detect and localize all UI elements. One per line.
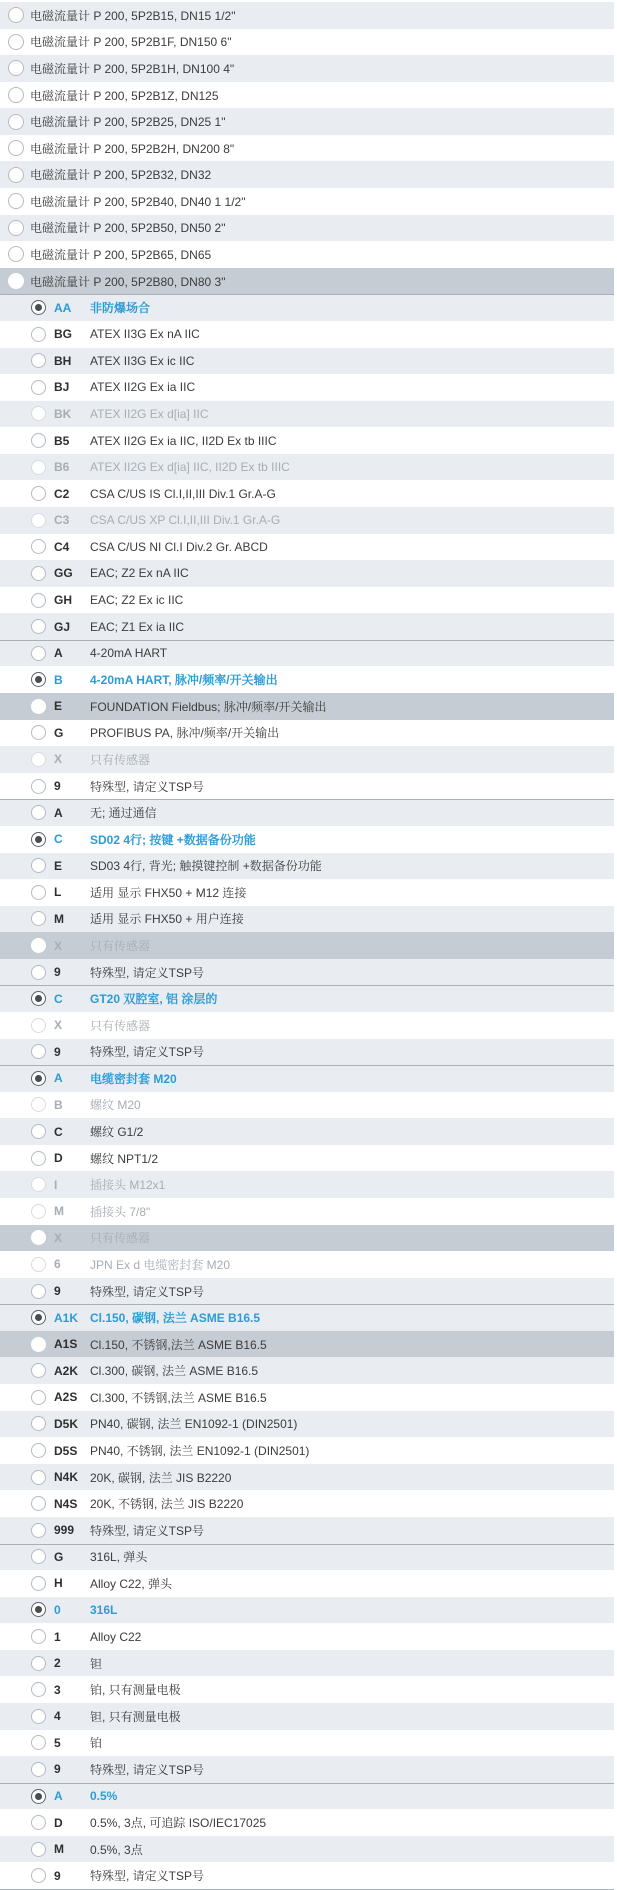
option-row[interactable] — [0, 1118, 614, 1145]
option-code: X — [54, 938, 63, 953]
option-row[interactable] — [0, 959, 614, 986]
option-label: 适用 显示 FHX50 + M12 连接 — [90, 885, 247, 900]
option-code: BH — [54, 353, 72, 368]
option-row[interactable] — [0, 666, 614, 693]
option-label: 20K, 不锈钢, 法兰 JIS B2220 — [90, 1497, 244, 1512]
option-code: B — [54, 672, 63, 687]
option-label: 316L — [90, 1602, 118, 1617]
option-row[interactable] — [0, 826, 614, 853]
option-label: PN40, 不锈钢, 法兰 EN1092-1 (DIN2501) — [90, 1444, 310, 1458]
option-code: G — [54, 1549, 64, 1564]
option-row[interactable] — [0, 853, 614, 880]
option-code: M — [54, 1842, 64, 1857]
option-code: A — [54, 1789, 63, 1804]
option-code: X — [54, 1018, 63, 1033]
option-group — [0, 294, 614, 640]
option-label: 20K, 碳钢, 法兰 JIS B2220 — [90, 1470, 232, 1485]
option-code: BK — [54, 406, 72, 421]
option-code: C — [54, 1124, 63, 1139]
option-row[interactable] — [0, 1092, 614, 1119]
radio-button[interactable] — [31, 965, 46, 980]
product-row[interactable] — [0, 2, 614, 29]
option-label: 4-20mA HART, 脉冲/频率/开关输出 — [90, 673, 278, 688]
radio-button[interactable] — [31, 752, 46, 767]
product-row[interactable] — [0, 55, 614, 82]
radio-button[interactable] — [31, 380, 46, 395]
option-code: N4K — [54, 1470, 79, 1485]
radio-checked[interactable] — [31, 832, 46, 847]
option-label: ATEX II3G Ex ic IIC — [90, 353, 195, 368]
option-code: 9 — [54, 1284, 61, 1299]
option-label: 0.5% — [90, 1789, 118, 1804]
radio-button[interactable] — [31, 433, 46, 448]
option-code: A2K — [54, 1363, 79, 1378]
option-code: E — [54, 858, 63, 873]
option-row[interactable] — [0, 1836, 614, 1863]
option-label: Cl.300, 碳钢, 法兰 ASME B16.5 — [90, 1364, 259, 1379]
radio-checked[interactable] — [31, 1071, 46, 1086]
option-code: AA — [54, 300, 72, 315]
option-label: EAC; Z2 Ex nA IIC — [90, 566, 189, 581]
option-group — [0, 1783, 614, 1889]
radio-button[interactable] — [31, 1097, 46, 1112]
option-row[interactable] — [0, 693, 614, 720]
option-code: A1S — [54, 1337, 78, 1352]
radio-button[interactable] — [31, 566, 46, 581]
radio-button[interactable] — [31, 619, 46, 634]
option-label: 只有传感器 — [90, 1231, 151, 1246]
option-code: 9 — [54, 1868, 61, 1883]
option-code: 9 — [54, 1762, 61, 1777]
option-label: 特殊型, 请定义TSP号 — [90, 1523, 205, 1538]
option-group — [0, 1304, 614, 1543]
option-code: BJ — [54, 380, 70, 395]
radio-button[interactable] — [31, 1204, 46, 1219]
option-row[interactable] — [0, 1251, 614, 1278]
radio-button[interactable] — [31, 1124, 46, 1139]
option-label: 螺纹 NPT1/2 — [90, 1151, 159, 1166]
option-label: 螺纹 M20 — [90, 1098, 141, 1113]
radio-button[interactable] — [31, 699, 46, 714]
option-row[interactable] — [0, 534, 614, 561]
option-label: SD03 4行, 背光; 触摸键控制 +数据备份功能 — [90, 859, 322, 874]
option-code: B — [54, 1097, 63, 1112]
option-label: 铂 — [90, 1736, 103, 1751]
option-label: 螺纹 G1/2 — [90, 1125, 144, 1140]
option-group — [0, 1544, 614, 1783]
option-row[interactable] — [0, 1039, 614, 1066]
option-code: 1 — [54, 1629, 61, 1644]
radio-checked[interactable] — [31, 1602, 46, 1617]
option-code: B6 — [54, 460, 70, 475]
option-row[interactable] — [0, 294, 614, 321]
radio-button[interactable] — [31, 1257, 46, 1272]
option-row[interactable] — [0, 1357, 614, 1384]
option-row[interactable] — [0, 1437, 614, 1464]
radio-checked[interactable] — [31, 991, 46, 1006]
option-code: E — [54, 699, 63, 714]
option-label: ATEX II3G Ex nA IIC — [90, 327, 200, 342]
radio-button[interactable] — [31, 1682, 46, 1697]
radio-button[interactable] — [31, 1284, 46, 1299]
radio-button[interactable] — [31, 1390, 46, 1405]
option-label: CSA C/US XP Cl.I,II,III Div.1 Gr.A-G — [90, 513, 281, 528]
option-code: 6 — [54, 1257, 61, 1272]
radio-button[interactable] — [8, 7, 24, 23]
radio-checked[interactable] — [31, 300, 46, 315]
radio-button[interactable] — [31, 885, 46, 900]
option-code: 9 — [54, 779, 61, 794]
radio-button[interactable] — [31, 1337, 46, 1352]
option-row[interactable] — [0, 746, 614, 773]
option-label: ATEX II2G Ex d[ia] IIC — [90, 406, 209, 421]
product-row[interactable] — [0, 108, 614, 135]
option-row[interactable] — [0, 613, 614, 640]
radio-button[interactable] — [31, 1576, 46, 1591]
option-code: 0 — [54, 1602, 61, 1617]
option-code: 9 — [54, 965, 61, 980]
option-row[interactable] — [0, 1756, 614, 1783]
option-label: 特殊型, 请定义TSP号 — [90, 965, 205, 980]
option-label: CSA C/US NI Cl.I Div.2 Gr. ABCD — [90, 539, 268, 554]
option-label: 铂, 只有测量电极 — [90, 1683, 181, 1698]
radio-button[interactable] — [31, 1656, 46, 1671]
option-code: B5 — [54, 433, 70, 448]
radio-button[interactable] — [31, 858, 46, 873]
option-row[interactable] — [0, 1278, 614, 1305]
option-code: C4 — [54, 539, 70, 554]
product-label: 电磁流量计 P 200, 5P2B15, DN15 1/2" — [30, 8, 236, 23]
option-row[interactable] — [0, 1544, 614, 1571]
option-row[interactable] — [0, 1065, 614, 1092]
option-row[interactable] — [0, 879, 614, 906]
option-group — [0, 799, 614, 985]
radio-button[interactable] — [8, 87, 24, 103]
product-label: 电磁流量计 P 200, 5P2B1F, DN150 6" — [30, 35, 232, 50]
option-label: 0.5%, 3点, 可追踪 ISO/IEC17025 — [90, 1816, 267, 1831]
product-label: 电磁流量计 P 200, 5P2B1H, DN100 4" — [30, 61, 235, 76]
option-label: PN40, 碳钢, 法兰 EN1092-1 (DIN2501) — [90, 1417, 298, 1432]
option-row[interactable] — [0, 427, 614, 454]
radio-button[interactable] — [31, 1363, 46, 1378]
radio-button[interactable] — [31, 1735, 46, 1750]
option-label: 电缆密封套 M20 — [90, 1071, 177, 1086]
option-row[interactable] — [0, 1783, 614, 1810]
option-row[interactable] — [0, 1570, 614, 1597]
option-code: A — [54, 646, 63, 661]
option-label: PROFIBUS PA, 脉冲/频率/开关输出 — [90, 726, 280, 741]
radio-button[interactable] — [31, 1549, 46, 1564]
option-code: M — [54, 911, 64, 926]
option-code: GH — [54, 593, 72, 607]
radio-button[interactable] — [8, 114, 24, 130]
option-label: 钽 — [90, 1656, 103, 1671]
option-row[interactable] — [0, 640, 614, 667]
option-label: EAC; Z2 Ex ic IIC — [90, 593, 184, 607]
radio-button[interactable] — [31, 486, 46, 501]
radio-button[interactable] — [31, 911, 46, 926]
option-label: 适用 显示 FHX50 + 用户连接 — [90, 912, 244, 927]
option-row[interactable] — [0, 720, 614, 747]
option-label: 特殊型, 请定义TSP号 — [90, 779, 205, 794]
option-row[interactable] — [0, 480, 614, 507]
option-label: EAC; Z1 Ex ia IIC — [90, 619, 185, 634]
option-group — [0, 640, 614, 799]
option-row[interactable] — [0, 773, 614, 800]
option-code: M — [54, 1204, 64, 1219]
option-label: 特殊型, 请定义TSP号 — [90, 1869, 205, 1884]
option-label: 0.5%, 3点 — [90, 1842, 143, 1857]
radio-button[interactable] — [31, 1416, 46, 1431]
product-label: 电磁流量计 P 200, 5P2B25, DN25 1" — [30, 115, 226, 130]
option-code: I — [54, 1177, 58, 1192]
option-label: 无; 通过通信 — [90, 806, 157, 821]
option-code: GG — [54, 566, 73, 581]
option-label: 只有传感器 — [90, 939, 151, 954]
option-code: D5K — [54, 1416, 79, 1431]
option-row[interactable] — [0, 1012, 614, 1039]
radio-button[interactable] — [31, 1868, 46, 1883]
radio-button[interactable] — [31, 1044, 46, 1059]
option-row[interactable] — [0, 1862, 614, 1889]
option-row[interactable] — [0, 799, 614, 826]
option-code: BG — [54, 327, 72, 342]
product-label: 电磁流量计 P 200, 5P2B32, DN32 — [30, 168, 212, 183]
option-row[interactable] — [0, 1703, 614, 1730]
option-label: 特殊型, 请定义TSP号 — [90, 1045, 205, 1060]
product-label: 电磁流量计 P 200, 5P2B50, DN50 2" — [30, 221, 226, 236]
option-row[interactable] — [0, 1145, 614, 1172]
option-row[interactable] — [0, 906, 614, 933]
option-row[interactable] — [0, 401, 614, 428]
option-group — [0, 1065, 614, 1304]
radio-button[interactable] — [31, 805, 46, 820]
radio-button[interactable] — [8, 60, 24, 76]
option-label: 只有传感器 — [90, 1018, 151, 1033]
radio-button[interactable] — [8, 220, 24, 236]
product-row[interactable] — [0, 268, 614, 295]
option-row[interactable] — [0, 1676, 614, 1703]
option-code: G — [54, 725, 64, 740]
radio-button[interactable] — [31, 725, 46, 740]
option-label: 特殊型, 请定义TSP号 — [90, 1284, 205, 1299]
option-code: 5 — [54, 1735, 61, 1750]
option-row[interactable] — [0, 1623, 614, 1650]
option-row[interactable] — [0, 985, 614, 1012]
option-code: A2S — [54, 1390, 78, 1405]
option-row[interactable] — [0, 507, 614, 534]
option-label: 钽, 只有测量电极 — [90, 1709, 181, 1724]
radio-checked[interactable] — [31, 1310, 46, 1325]
option-row[interactable] — [0, 1464, 614, 1491]
option-code: C — [54, 991, 63, 1006]
radio-button[interactable] — [31, 593, 46, 608]
option-label: Cl.300, 不锈钢,法兰 ASME B16.5 — [90, 1390, 267, 1405]
product-row[interactable] — [0, 82, 614, 109]
product-row[interactable] — [0, 241, 614, 268]
option-label: CSA C/US IS Cl.I,II,III Div.1 Gr.A-G — [90, 486, 276, 501]
option-code: 4 — [54, 1709, 61, 1724]
radio-button[interactable] — [31, 1018, 46, 1033]
radio-button[interactable] — [31, 938, 46, 953]
option-code: 9 — [54, 1044, 61, 1059]
radio-button[interactable] — [8, 246, 24, 262]
option-label: 4-20mA HART — [90, 646, 168, 661]
option-row[interactable] — [0, 374, 614, 401]
option-row[interactable] — [0, 1490, 614, 1517]
product-row[interactable] — [0, 135, 614, 162]
option-row[interactable] — [0, 1171, 614, 1198]
radio-button[interactable] — [8, 193, 24, 209]
option-row[interactable] — [0, 1809, 614, 1836]
option-row[interactable] — [0, 454, 614, 481]
radio-button[interactable] — [31, 646, 46, 661]
option-row[interactable] — [0, 1517, 614, 1544]
option-code: X — [54, 752, 63, 767]
radio-button[interactable] — [31, 1709, 46, 1724]
option-label: Cl.150, 碳钢, 法兰 ASME B16.5 — [90, 1311, 261, 1326]
option-code: A — [54, 1071, 63, 1086]
option-label: GT20 双腔室, 铝 涂层的 — [90, 992, 218, 1007]
option-row[interactable] — [0, 1650, 614, 1677]
option-row[interactable] — [0, 587, 614, 614]
radio-button[interactable] — [31, 1629, 46, 1644]
radio-button[interactable] — [31, 460, 46, 475]
product-row[interactable] — [0, 161, 614, 188]
option-row[interactable] — [0, 1198, 614, 1225]
radio-button[interactable] — [31, 353, 46, 368]
radio-button[interactable] — [31, 1523, 46, 1538]
option-code: 3 — [54, 1682, 61, 1697]
radio-button[interactable] — [8, 34, 24, 50]
option-row[interactable] — [0, 1331, 614, 1358]
option-label: JPN Ex d 电缆密封套 M20 — [90, 1257, 231, 1272]
product-label: 电磁流量计 P 200, 5P2B1Z, DN125 — [30, 88, 219, 103]
option-code: 2 — [54, 1656, 61, 1671]
radio-button[interactable] — [8, 167, 24, 183]
option-label: 插接头 7/8" — [90, 1204, 151, 1219]
option-label: 316L, 弹头 — [90, 1550, 148, 1565]
radio-button[interactable] — [31, 1177, 46, 1192]
product-label: 电磁流量计 P 200, 5P2B80, DN80 3" — [30, 274, 226, 289]
option-label: 插接头 M12x1 — [90, 1178, 166, 1193]
option-row[interactable] — [0, 1411, 614, 1438]
option-code: N4S — [54, 1496, 78, 1511]
radio-button[interactable] — [31, 779, 46, 794]
option-row[interactable] — [0, 1304, 614, 1331]
option-row[interactable] — [0, 321, 614, 348]
radio-button[interactable] — [31, 1470, 46, 1485]
radio-checked[interactable] — [31, 1789, 46, 1804]
product-label: 电磁流量计 P 200, 5P2B40, DN40 1 1/2" — [30, 194, 246, 209]
option-label: Cl.150, 不锈钢,法兰 ASME B16.5 — [90, 1337, 267, 1352]
option-label: ATEX II2G Ex d[ia] IIC, II2D Ex tb IIIC — [90, 460, 290, 475]
option-row[interactable] — [0, 932, 614, 959]
radio-button[interactable] — [31, 513, 46, 528]
option-label: Alloy C22, 弹头 — [90, 1576, 173, 1591]
product-row[interactable] — [0, 188, 614, 215]
option-code: D — [54, 1815, 63, 1830]
radio-button[interactable] — [8, 140, 24, 156]
option-row[interactable] — [0, 1384, 614, 1411]
option-label: ATEX II2G Ex ia IIC, II2D Ex tb IIIC — [90, 433, 277, 448]
radio-button[interactable] — [31, 1151, 46, 1166]
product-row[interactable] — [0, 215, 614, 242]
option-code: A — [54, 805, 63, 820]
radio-button[interactable] — [31, 1496, 46, 1511]
option-code: C — [54, 832, 63, 847]
radio-button[interactable] — [31, 1815, 46, 1830]
radio-checked[interactable] — [31, 672, 46, 687]
option-label: 只有传感器 — [90, 752, 151, 767]
option-code: D5S — [54, 1443, 78, 1458]
product-label: 电磁流量计 P 200, 5P2B65, DN65 — [30, 247, 212, 262]
option-code: D — [54, 1151, 63, 1166]
product-label: 电磁流量计 P 200, 5P2B2H, DN200 8" — [30, 141, 235, 156]
product-row[interactable] — [0, 29, 614, 56]
option-label: Alloy C22 — [90, 1629, 142, 1644]
option-code: 999 — [54, 1523, 75, 1538]
radio-button[interactable] — [31, 327, 46, 342]
option-row[interactable] — [0, 560, 614, 587]
option-code: GJ — [54, 619, 71, 634]
option-label: SD02 4行; 按键 +数据备份功能 — [90, 832, 256, 847]
option-code: X — [54, 1230, 63, 1245]
option-label: 非防爆场合 — [90, 301, 151, 316]
option-code: H — [54, 1576, 63, 1591]
option-code: L — [54, 885, 62, 900]
radio-button[interactable] — [31, 539, 46, 554]
option-row[interactable] — [0, 1597, 614, 1624]
option-row[interactable] — [0, 1225, 614, 1252]
option-code: A1K — [54, 1310, 79, 1325]
radio-button[interactable] — [31, 1230, 46, 1245]
option-code: C3 — [54, 513, 70, 528]
radio-selected-product[interactable] — [8, 273, 24, 289]
radio-button[interactable] — [31, 406, 46, 421]
option-row[interactable] — [0, 348, 614, 375]
option-label: 特殊型, 请定义TSP号 — [90, 1762, 205, 1777]
option-group — [0, 985, 614, 1065]
option-label: ATEX II2G Ex ia IIC — [90, 380, 196, 395]
radio-button[interactable] — [31, 1842, 46, 1857]
option-row[interactable] — [0, 1730, 614, 1757]
option-code: C2 — [54, 486, 70, 501]
radio-button[interactable] — [31, 1443, 46, 1458]
radio-button[interactable] — [31, 1762, 46, 1777]
option-label: FOUNDATION Fieldbus; 脉冲/频率/开关输出 — [90, 699, 327, 714]
